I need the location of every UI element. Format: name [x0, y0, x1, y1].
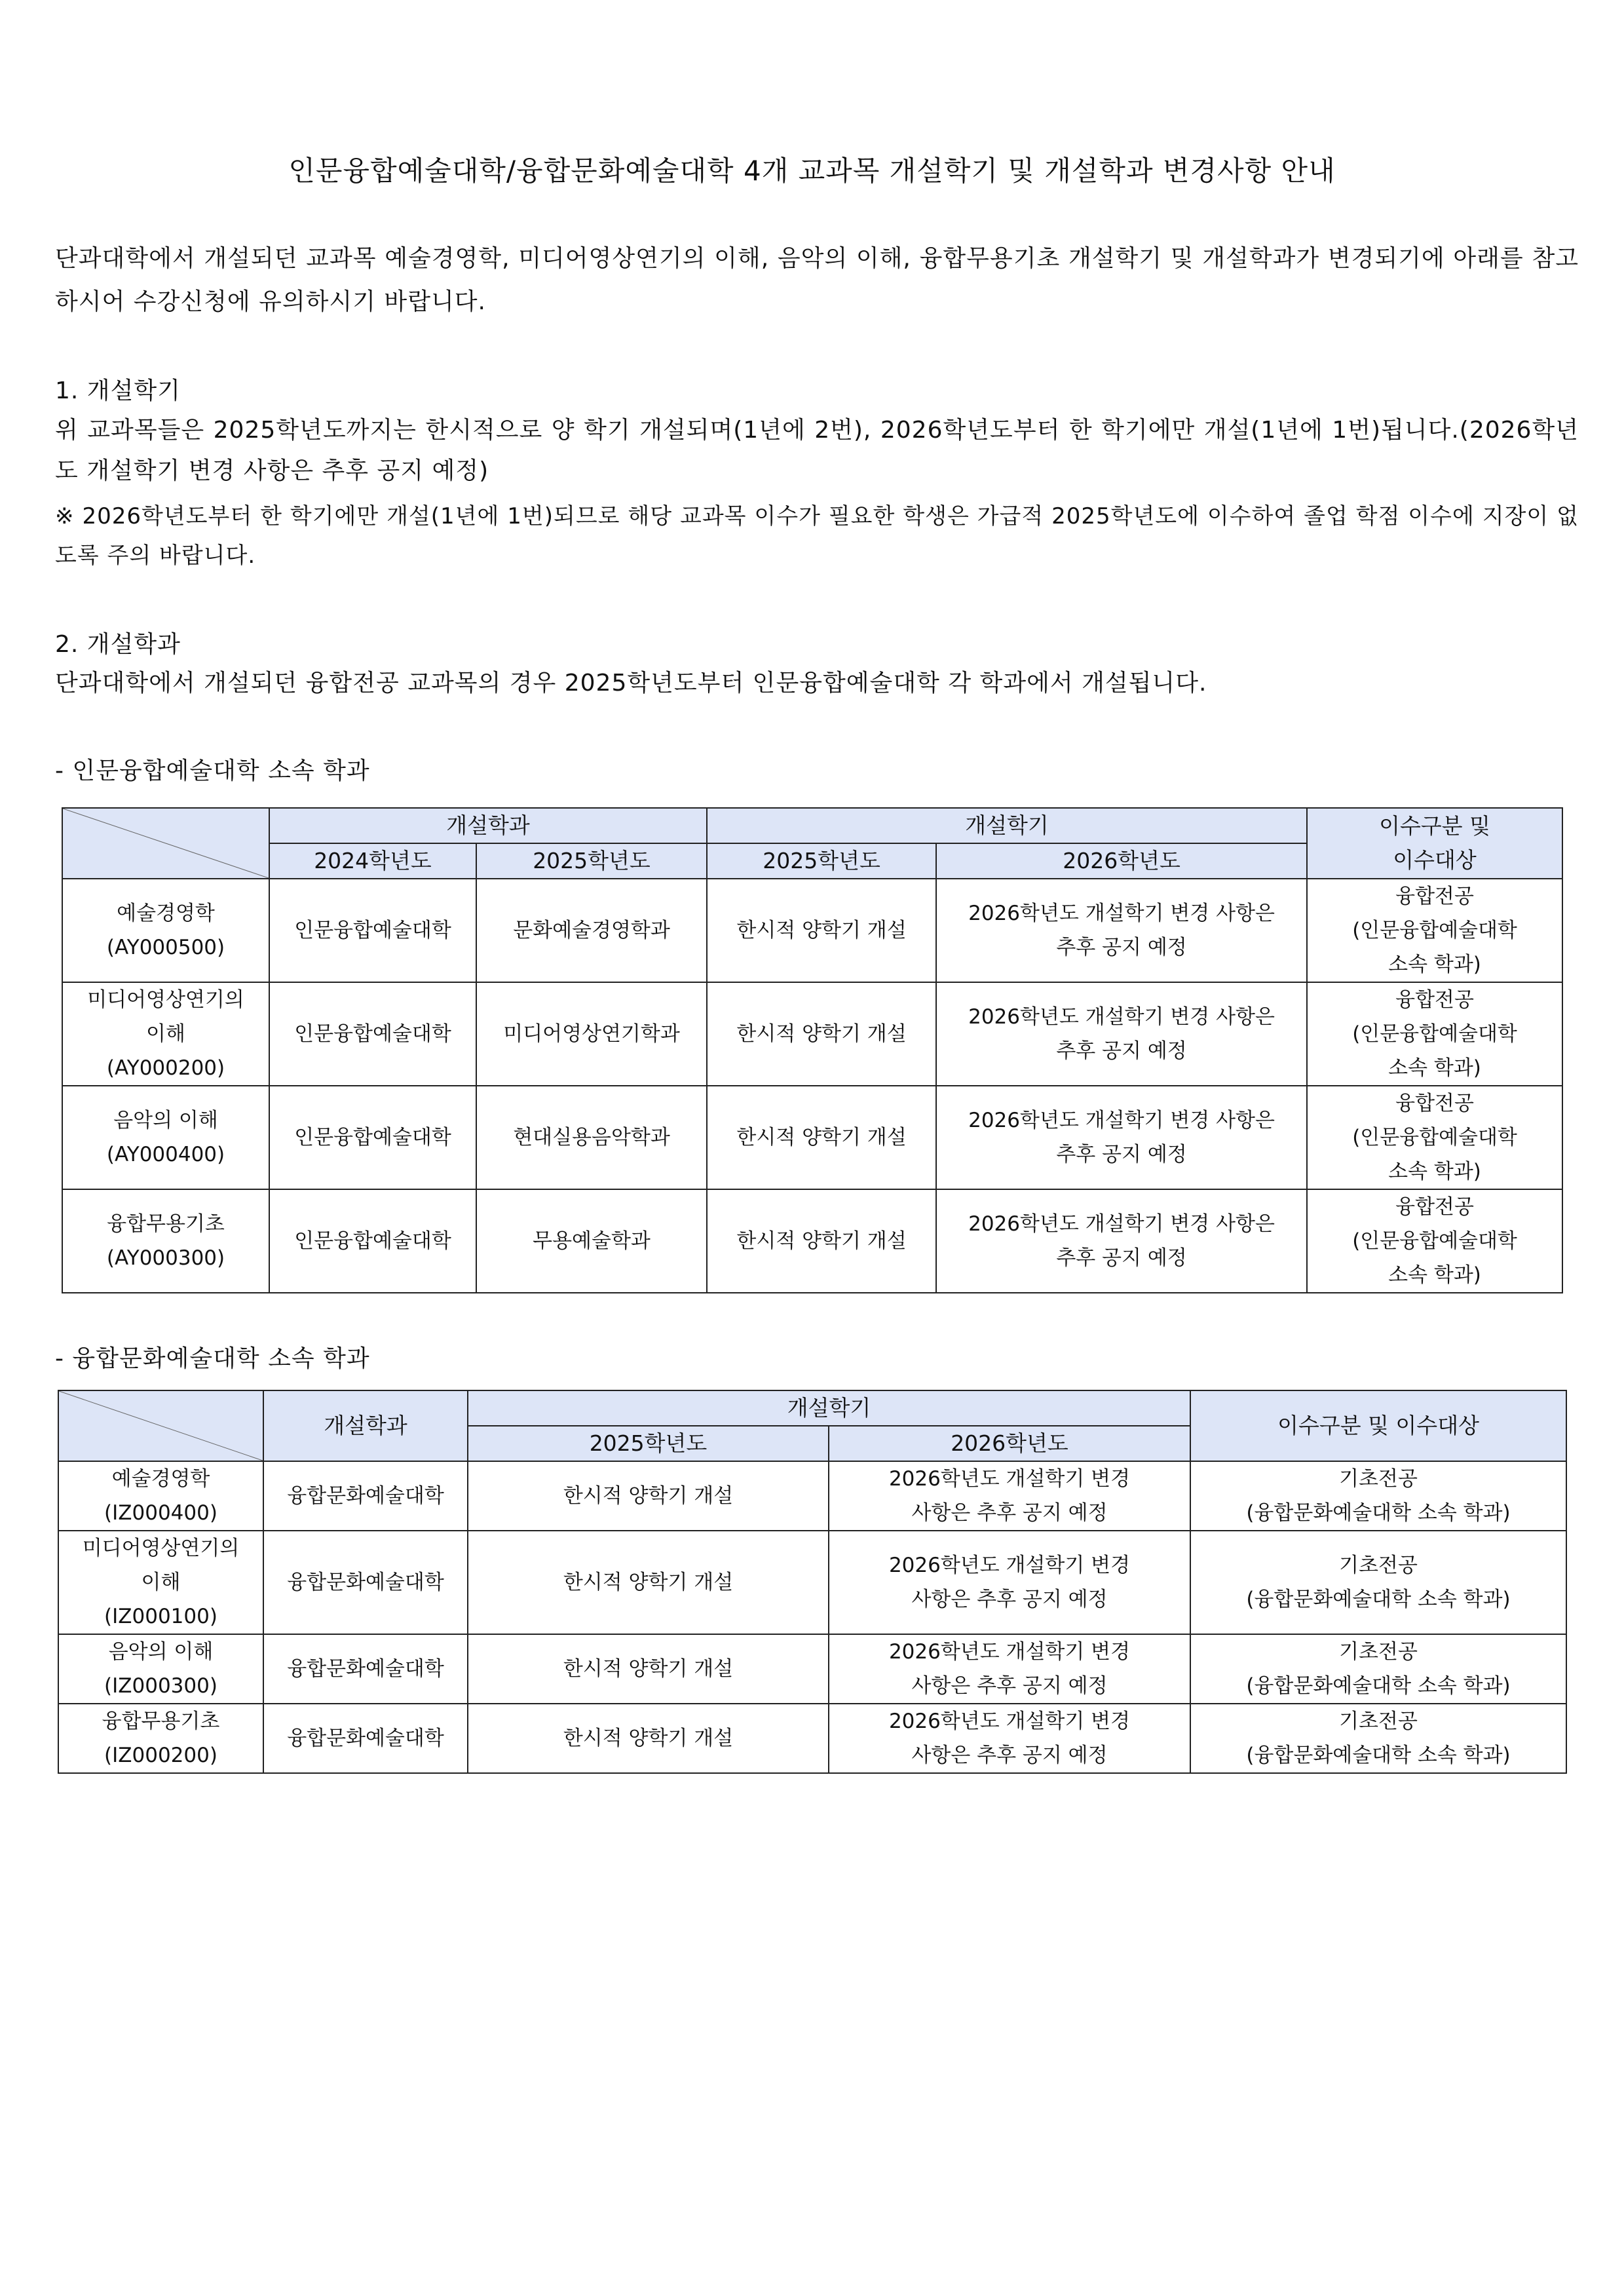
completion-type-line: 융합전공: [1395, 1092, 1474, 1115]
semester-2026-line: 2026학년도 개설학기 변경: [888, 1710, 1131, 1733]
table1-header-2025-dept: 2025학년도: [476, 843, 707, 879]
course-name-line: 이해: [146, 1022, 185, 1046]
intro-paragraph: 단과대학에서 개설되던 교과목 예술경영학, 미디어영상연기의 이해, 음악의 이해, 융합무용기초 개설학기 및 개설학과가 변경되기에 아래를 참고하시어 수강신청에 유의하시기 바랍니다.: [55, 245, 1579, 315]
completion-type: [1307, 879, 1562, 982]
dept-2025: 무용예술학과: [476, 1189, 707, 1293]
completion-type-line: (인문융합예술대학: [1352, 1022, 1517, 1046]
completion-type-line: (융합문화예술대학 소속 학과): [1246, 1744, 1511, 1767]
table1-header-2026: 2026학년도: [936, 843, 1307, 879]
semester-2026-line: 사항은 추후 공지 예정: [911, 1588, 1108, 1611]
semester-2025: 한시적 양학기 개설: [707, 1189, 936, 1293]
completion-type-line: (인문융합예술대학: [1352, 1229, 1517, 1253]
semester-2026-line: 2026학년도 개설학기 변경: [888, 1467, 1131, 1491]
semester-2025: 한시적 양학기 개설: [468, 1634, 829, 1704]
completion-type: [1307, 1189, 1562, 1293]
course-name: [62, 879, 269, 982]
semester-2026-line: 사항은 추후 공지 예정: [911, 1744, 1108, 1767]
completion-type: [1190, 1461, 1566, 1531]
dept-2025: 미디어영상연기학과: [476, 982, 707, 1086]
semester-2026: [936, 982, 1307, 1086]
completion-type: [1190, 1634, 1566, 1704]
section1-heading: 1. 개설학기: [55, 377, 181, 404]
dept-2025: 현대실용음악학과: [476, 1086, 707, 1189]
completion-type: [1307, 982, 1562, 1086]
course-name: [58, 1461, 263, 1531]
diagonal-line: [59, 1391, 263, 1461]
semester-2026: [829, 1461, 1190, 1531]
completion-type-line: (인문융합예술대학: [1352, 1126, 1517, 1149]
completion-line: 이수대상: [1393, 847, 1477, 873]
semester-2026-line: 추후 공지 예정: [1056, 1246, 1187, 1270]
completion-type-line: 소속 학과): [1388, 953, 1481, 976]
table1-caption: - 인문융합예술대학 소속 학과: [55, 757, 370, 784]
course-name-line: 음악의 이해: [113, 1109, 218, 1132]
semester-2026-line: 사항은 추후 공지 예정: [911, 1501, 1108, 1525]
course-name-line: (AY000200): [106, 1056, 225, 1080]
completion-type-line: 기초전공: [1339, 1554, 1418, 1577]
table2-row: [58, 1634, 1566, 1704]
completion-type-line: 기초전공: [1339, 1640, 1418, 1664]
semester-2026-line: 사항은 추후 공지 예정: [911, 1674, 1108, 1698]
table2-row: [58, 1704, 1566, 1773]
semester-2026: [829, 1704, 1190, 1773]
completion-type-line: 소속 학과): [1388, 1160, 1481, 1183]
table2-header-semester: 개설학기: [468, 1390, 1190, 1426]
semester-2025: 한시적 양학기 개설: [707, 879, 936, 982]
table1-header-completion: [1307, 808, 1562, 879]
dept: 융합문화예술대학: [263, 1461, 468, 1531]
table2-corner-cell: [58, 1390, 263, 1461]
completion-type-line: (융합문화예술대학 소속 학과): [1246, 1588, 1511, 1611]
table2: [58, 1390, 1567, 1774]
course-name: [58, 1634, 263, 1704]
dept-2024: 인문융합예술대학: [269, 1086, 476, 1189]
completion-line: 이수구분 및: [1379, 813, 1490, 839]
table1-row: [62, 1189, 1562, 1293]
course-name-line: 예술경영학: [117, 902, 215, 925]
completion-type-line: 기초전공: [1339, 1467, 1418, 1491]
course-name-line: 미디어영상연기의: [82, 1537, 240, 1560]
course-name-line: (IZ000300): [104, 1674, 217, 1698]
dept-2025: 문화예술경영학과: [476, 879, 707, 982]
completion-type-line: (융합문화예술대학 소속 학과): [1246, 1674, 1511, 1698]
completion-type: [1190, 1531, 1566, 1634]
course-name-line: (IZ000100): [104, 1605, 217, 1628]
course-name-line: 음악의 이해: [108, 1640, 214, 1664]
completion-type-line: 기초전공: [1339, 1710, 1418, 1733]
completion-type-line: (인문융합예술대학: [1352, 919, 1517, 942]
course-name-line: 융합무용기초: [107, 1212, 225, 1236]
section2-heading: 2. 개설학과: [55, 631, 181, 658]
completion-type: [1190, 1704, 1566, 1773]
semester-2026-line: 2026학년도 개설학기 변경 사항은: [968, 1212, 1275, 1236]
course-name-line: (IZ000200): [104, 1744, 217, 1767]
table2-header-2026: 2026학년도: [829, 1426, 1190, 1461]
semester-2026-line: 추후 공지 예정: [1056, 1039, 1187, 1063]
table2-header-dept: 개설학과: [263, 1390, 468, 1461]
section1-note: ※ 2026학년도부터 한 학기에만 개설(1년에 1번)되므로 해당 교과목 이수가 필요한 학생은 가급적 2025학년도에 이수하여 졸업 학점 이수에 지장이 없도록 주의 바랍니다.: [55, 503, 1579, 569]
completion-type-line: 소속 학과): [1388, 1056, 1481, 1080]
dept: 융합문화예술대학: [263, 1704, 468, 1773]
semester-2025: 한시적 양학기 개설: [468, 1704, 829, 1773]
table1-row: [62, 1086, 1562, 1189]
course-name-line: 예술경영학: [111, 1467, 210, 1491]
course-name: [62, 1086, 269, 1189]
semester-2026: [936, 1189, 1307, 1293]
semester-2026-line: 2026학년도 개설학기 변경 사항은: [968, 902, 1275, 925]
completion-type-line: 융합전공: [1395, 988, 1474, 1012]
course-name: [62, 982, 269, 1086]
semester-2026-line: 추후 공지 예정: [1056, 1143, 1187, 1166]
table1-corner-cell: [62, 808, 269, 879]
semester-2026: [936, 879, 1307, 982]
course-name: [62, 1189, 269, 1293]
course-name: [58, 1704, 263, 1773]
semester-2025: 한시적 양학기 개설: [707, 1086, 936, 1189]
semester-2026-line: 2026학년도 개설학기 변경: [888, 1640, 1131, 1664]
semester-2026-line: 추후 공지 예정: [1056, 936, 1187, 959]
table1-header-dept: 개설학과: [269, 808, 707, 843]
table2-row: [58, 1461, 1566, 1531]
course-name-line: (AY000300): [106, 1246, 225, 1270]
course-name-line: (IZ000400): [104, 1501, 217, 1525]
completion-type-line: (융합문화예술대학 소속 학과): [1246, 1501, 1511, 1525]
dept: 융합문화예술대학: [263, 1531, 468, 1634]
course-name-line: (AY000400): [106, 1143, 225, 1166]
section2-body: 단과대학에서 개설되던 융합전공 교과목의 경우 2025학년도부터 인문융합예술대학 각 학과에서 개설됩니다.: [55, 670, 1207, 697]
course-name: [58, 1531, 263, 1634]
semester-2026-line: 2026학년도 개설학기 변경: [888, 1554, 1131, 1577]
dept-2024: 인문융합예술대학: [269, 1189, 476, 1293]
table1-row: [62, 982, 1562, 1086]
table2-header-completion: 이수구분 및 이수대상: [1190, 1390, 1566, 1461]
semester-2026: [936, 1086, 1307, 1189]
completion-type: [1307, 1086, 1562, 1189]
document-title: 인문융합예술대학/융합문화예술대학 4개 교과목 개설학기 및 개설학과 변경사항 안내: [288, 155, 1336, 187]
completion-type-line: 융합전공: [1395, 1195, 1474, 1219]
semester-2025: 한시적 양학기 개설: [468, 1461, 829, 1531]
table2-header-2025: 2025학년도: [468, 1426, 829, 1461]
semester-2025: 한시적 양학기 개설: [707, 982, 936, 1086]
semester-2026: [829, 1531, 1190, 1634]
course-name-line: 미디어영상연기의: [87, 988, 244, 1012]
table2-caption: - 융합문화예술대학 소속 학과: [55, 1345, 370, 1372]
table1-header-semester: 개설학기: [707, 808, 1307, 843]
table1-header-2025-sem: 2025학년도: [707, 843, 936, 879]
semester-2025: 한시적 양학기 개설: [468, 1531, 829, 1634]
semester-2026: [829, 1634, 1190, 1704]
table2-row: [58, 1531, 1566, 1634]
table1-row: [62, 879, 1562, 982]
course-name-line: (AY000500): [106, 936, 225, 959]
course-name-line: 융합무용기초: [102, 1710, 220, 1733]
semester-2026-line: 2026학년도 개설학기 변경 사항은: [968, 1005, 1275, 1029]
table1: [62, 807, 1563, 1293]
semester-2026-line: 2026학년도 개설학기 변경 사항은: [968, 1109, 1275, 1132]
course-name-line: 이해: [141, 1571, 181, 1594]
completion-type-line: 융합전공: [1395, 885, 1474, 908]
dept-2024: 인문융합예술대학: [269, 982, 476, 1086]
dept-2024: 인문융합예술대학: [269, 879, 476, 982]
completion-type-line: 소속 학과): [1388, 1263, 1481, 1287]
diagonal-line: [63, 809, 269, 878]
table1-header-2024: 2024학년도: [269, 843, 476, 879]
section1-body: 위 교과목들은 2025학년도까지는 한시적으로 양 학기 개설되며(1년에 2번), 2026학년도부터 한 학기에만 개설(1년에 1번)됩니다.(2026학년도 개설학기 변경 사항은 추후 공지 예정): [55, 417, 1579, 484]
dept: 융합문화예술대학: [263, 1634, 468, 1704]
